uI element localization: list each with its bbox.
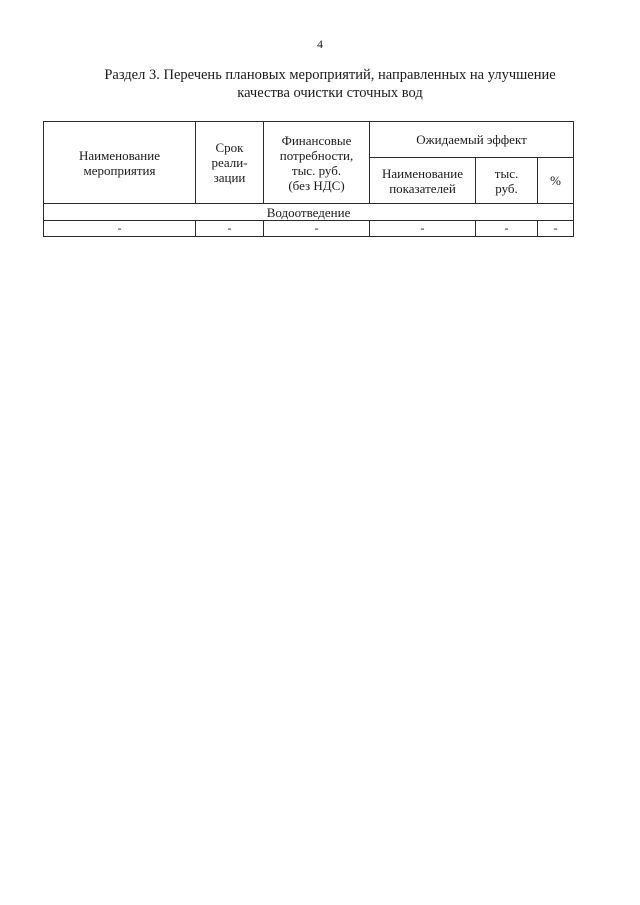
cell-indicator-name: - bbox=[370, 221, 476, 237]
header-measure-name: Наименование мероприятия bbox=[44, 122, 196, 204]
table-section-row bbox=[44, 204, 574, 221]
section-title-line-1: Раздел 3. Перечень плановых мероприятий, направленных на улучшение bbox=[104, 67, 556, 83]
table-row bbox=[44, 221, 574, 237]
cell-term: - bbox=[196, 221, 264, 237]
section-row-label: Водоотведение bbox=[44, 204, 574, 221]
section-title bbox=[70, 66, 590, 102]
measures-table bbox=[43, 121, 574, 237]
header-indicator-name: Наименование показателей bbox=[370, 158, 476, 204]
header-expected-effect: Ожидаемый эффект bbox=[370, 122, 574, 158]
cell-percent: - bbox=[538, 221, 574, 237]
table-header-row bbox=[44, 122, 574, 158]
header-percent: % bbox=[538, 158, 574, 204]
section-title-line-2: качества очистки сточных вод bbox=[237, 85, 423, 101]
cell-thousand-rub: - bbox=[476, 221, 538, 237]
header-finance: Финансовые потребности, тыс. руб. (без НДС) bbox=[264, 122, 370, 204]
header-thousand-rub: тыс. руб. bbox=[476, 158, 538, 204]
header-term: Срок реали- зации bbox=[196, 122, 264, 204]
cell-finance: - bbox=[264, 221, 370, 237]
page-number: 4 bbox=[317, 37, 323, 51]
cell-measure-name: - bbox=[44, 221, 196, 237]
